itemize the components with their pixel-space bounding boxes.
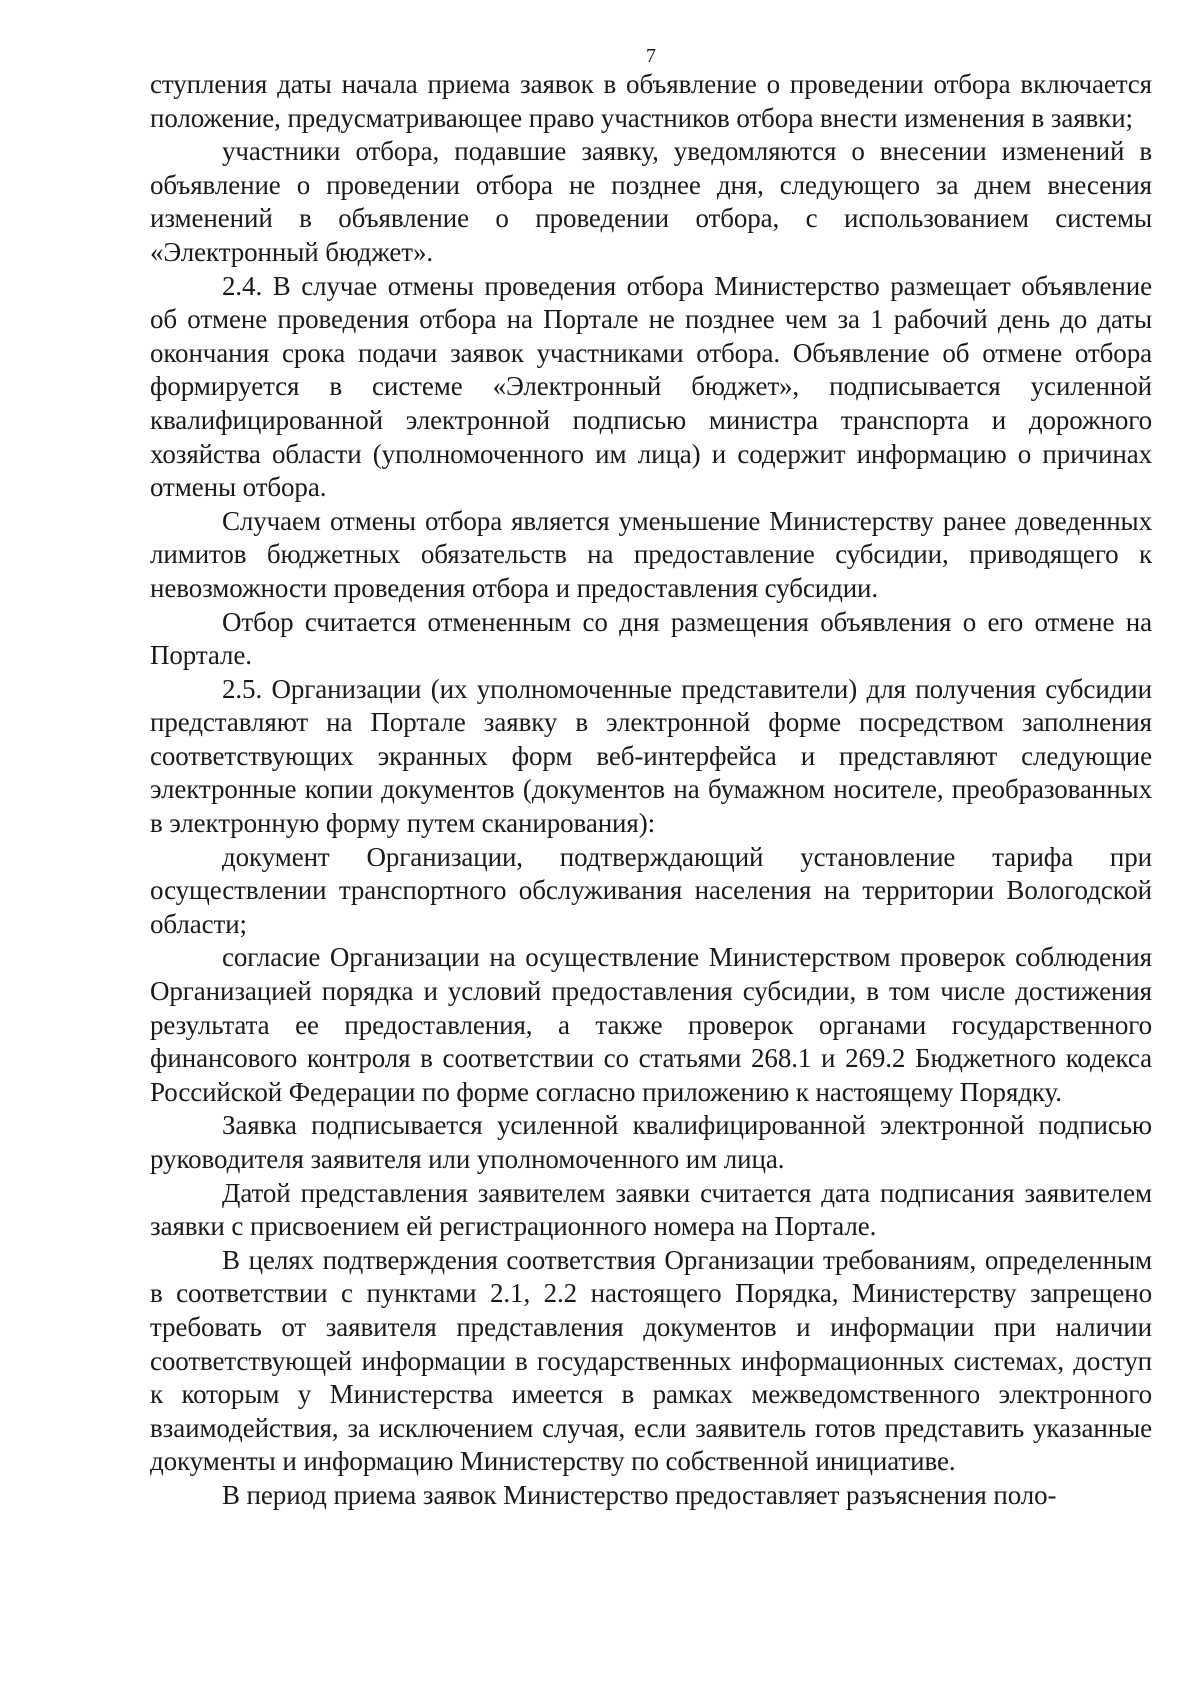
paragraph: Заявка подписывается усиленной квалифицированной электронной подписью руководителя заявителя или уполномоченного им лица.	[150, 1110, 1152, 1174]
paragraph: ступления даты начала приема заявок в объявление о проведении отбора включается положение, предусматривающее право участников отбора внести изменения в заявки;	[150, 69, 1152, 133]
paragraph: участники отбора, подавшие заявку, уведомляются о внесении изменений в объявление о проведении отбора не позднее дня, следующего за днем внесения изменений в объявление о проведении отбора, с использованием системы «Электронный бюджет».	[150, 136, 1152, 267]
paragraph: Отбор считается отмененным со дня размещения объявления о его отмене на Портале.	[150, 606, 1152, 671]
page-number: 7	[646, 45, 656, 67]
paragraph: В целях подтверждения соответствия Организации требованиям, определенным в соответствии с пунктами 2.1, 2.2 настоящего Порядка, Министерству запрещено требовать от заявителя представления документов и информации при наличии соответствующей информации в государственных информационных системах, доступ к которым у Министерства имеется в рамках межведомственного электронного взаимодействия, за исключением случая, если заявитель готов представить указанные документы и информацию Министерству по собственной инициативе.	[150, 1244, 1152, 1477]
paragraph: согласие Организации на осуществление Министерством проверок соблюдения Организацией порядка и условий предоставления субсидии, в том числе достижения результата ее предоставления, а также проверок органами государственного финансового контроля в соответствии со статьями 268.1 и 269.2 Бюджетного кодекса Российской Федерации по форме согласно приложению к настоящему Порядку.	[150, 942, 1152, 1107]
paragraph: 2.5. Организации (их уполномоченные представители) для получения субсидии представляют на Портале заявку в электронной форме посредством заполнения соответствующих экранных форм веб-интерфейса и представляют следующие электронные копии документов (документов на бумажном носителе, преобразованных в электронную форму путем сканирования):	[150, 673, 1152, 839]
paragraph: 2.4. В случае отмены проведения отбора Министерство размещает объявление об отмене проведения отбора на Портале не позднее чем за 1 рабочий день до даты окончания срока подачи заявок участниками отбора. Объявление об отмене отбора формируется в системе «Электронный бюджет», подписывается усиленной квалифицированной электронной подписью министра транспорта и дорожного хозяйства области (уполномоченного им лица) и содержит информацию о причинах отмены отбора.	[150, 270, 1152, 503]
paragraph: В период приема заявок Министерство предоставляет разъяснения поло-	[222, 1479, 1057, 1510]
paragraph: Случаем отмены отбора является уменьшение Министерству ранее доведенных лимитов бюджетных обязательств на предоставление субсидии, приводящего к невозможности проведения отбора и предоставления субсидии.	[150, 505, 1152, 603]
document-body	[150, 68, 1152, 1513]
paragraph: документ Организации, подтверждающий установление тарифа при осуществлении транспортного обслуживания населения на территории Вологодской области;	[150, 841, 1152, 939]
paragraph: Датой представления заявителем заявки считается дата подписания заявителем заявки с присвоением ей регистрационного номера на Портале.	[150, 1177, 1152, 1242]
